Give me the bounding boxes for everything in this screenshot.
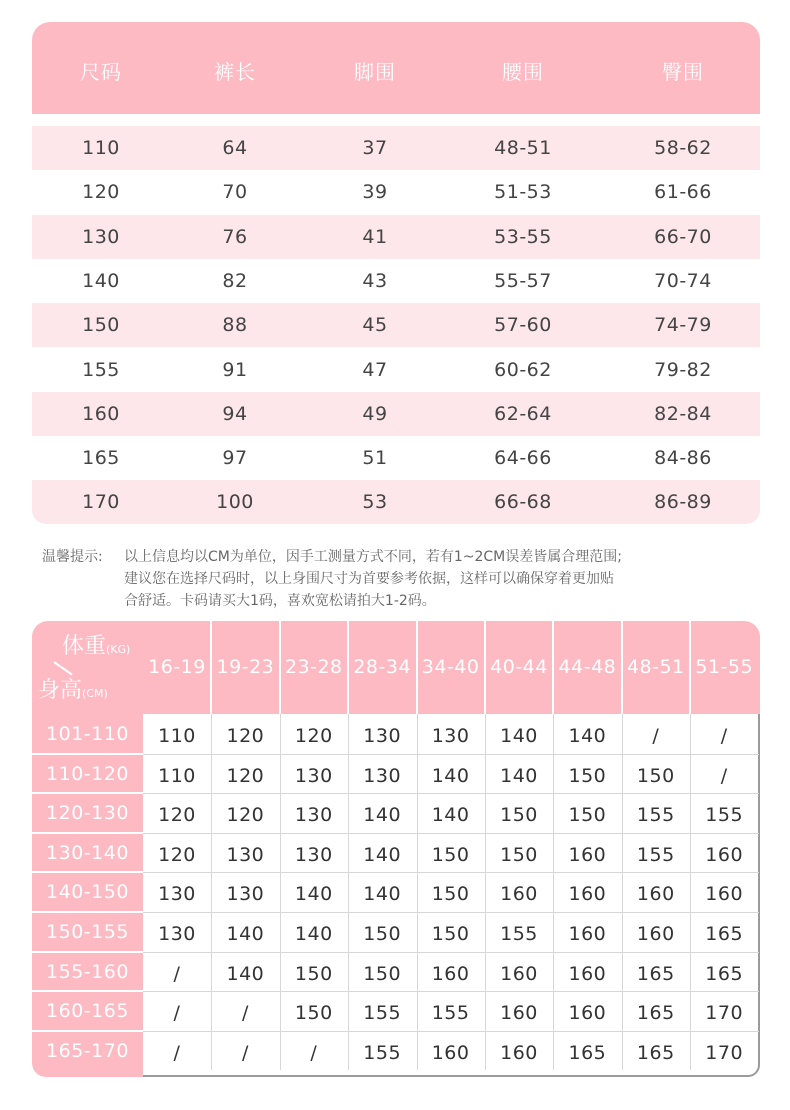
recommended-size-cell: / — [652, 725, 660, 747]
header-size: 尺码 — [80, 60, 122, 84]
size-cell: 120 — [82, 181, 120, 204]
note-line: 合舒适。卡码请买大1码，喜欢宽松请拍大1-2码。 — [124, 593, 436, 609]
header-hip: 臀围 — [662, 60, 704, 84]
recommended-size-cell: 155 — [363, 1041, 402, 1064]
side-divider — [32, 871, 143, 873]
weight-range-header: 23-28 — [284, 656, 343, 678]
recommended-size-cell: 150 — [568, 764, 607, 787]
size-cell: 88 — [222, 314, 248, 337]
size-cell: 82-84 — [654, 402, 712, 425]
side-divider — [32, 753, 143, 755]
size-cell: 51-53 — [494, 181, 552, 204]
recommended-size-cell: 150 — [363, 962, 402, 985]
height-range-header: 130-140 — [46, 841, 129, 864]
recommended-size-cell: 140 — [431, 764, 470, 787]
height-axis-label: 身高(CM) — [38, 678, 108, 703]
size-cell: 70-74 — [654, 269, 712, 292]
recommended-size-cell: 150 — [294, 962, 333, 985]
size-row — [32, 170, 760, 214]
recommended-size-cell: / — [173, 1002, 181, 1025]
size-cell: 62-64 — [494, 402, 552, 425]
size-cell: 165 — [82, 447, 120, 470]
side-divider — [32, 792, 143, 794]
recommended-size-cell: 160 — [568, 883, 607, 906]
size-cell: 76 — [222, 225, 248, 248]
recommended-size-cell: / — [173, 962, 181, 985]
recommended-size-cell: 120 — [226, 764, 265, 787]
recommended-size-cell: 120 — [158, 804, 196, 827]
recommended-size-cell: 130 — [226, 843, 265, 866]
size-cell: 155 — [82, 358, 120, 381]
header-ankle: 脚围 — [354, 60, 396, 84]
weight-axis-label: 体重(KG) — [62, 634, 131, 659]
size-cell: 64 — [222, 137, 248, 159]
recommended-size-cell: 160 — [568, 1002, 607, 1025]
height-range-header: 155-160 — [46, 960, 129, 983]
note-line: 以上信息均以CM为单位，因手工测量方式不同，若有1~2CM误差皆属合理范围; — [124, 549, 622, 565]
recommended-size-cell: 150 — [500, 804, 538, 827]
size-cell: 37 — [362, 137, 388, 159]
recommended-size-cell: 110 — [158, 725, 196, 747]
side-divider — [32, 911, 143, 913]
recommended-size-cell: 150 — [500, 843, 538, 866]
recommended-size-cell: 120 — [158, 843, 196, 866]
recommended-size-cell: 165 — [568, 1041, 607, 1064]
size-cell: 130 — [82, 225, 120, 248]
header-divider — [621, 621, 623, 714]
recommended-size-cell: 160 — [568, 843, 607, 866]
recommended-size-cell: 150 — [636, 764, 675, 787]
recommended-size-cell: / — [720, 725, 728, 747]
note-line: 建议您在选择尺码时，以上身围尺寸为首要参考依据，这样可以确保穿着更加贴 — [124, 571, 614, 587]
size-row — [32, 436, 760, 480]
height-range-header: 165-170 — [46, 1039, 129, 1062]
size-cell: 66-68 — [494, 491, 552, 514]
size-cell: 150 — [82, 314, 120, 337]
height-range-header: 140-150 — [46, 881, 129, 904]
recommended-size-cell: 165 — [636, 1041, 675, 1064]
recommended-size-cell: 150 — [294, 1002, 333, 1025]
size-cell: 53-55 — [494, 225, 552, 248]
size-cell: 94 — [222, 402, 248, 425]
recommended-size-cell: 130 — [294, 843, 333, 866]
size-cell: 48-51 — [494, 137, 552, 159]
height-range-header: 101-110 — [46, 723, 129, 745]
side-divider — [32, 1030, 143, 1032]
size-recommendation-table — [32, 621, 760, 1077]
height-range-header: 150-155 — [46, 921, 129, 943]
recommended-size-cell: 140 — [294, 883, 333, 906]
size-cell: 47 — [362, 358, 388, 381]
height-range-header: 110-120 — [46, 762, 129, 785]
recommended-size-cell: 140 — [363, 804, 402, 827]
header-divider — [689, 621, 691, 714]
recommended-size-cell: 160 — [500, 1041, 538, 1064]
recommended-size-cell: 130 — [363, 764, 402, 787]
size-cell: 100 — [216, 491, 254, 514]
size-cell: 170 — [82, 491, 120, 514]
size-cell: 41 — [362, 225, 388, 248]
recommended-size-cell: 150 — [431, 923, 470, 945]
size-cell: 70 — [222, 181, 248, 204]
recommended-size-cell: 160 — [500, 883, 538, 906]
weight-range-header: 34-40 — [421, 656, 480, 678]
header-divider — [552, 621, 554, 714]
height-range-header: 120-130 — [46, 802, 129, 825]
recommended-size-cell: / — [720, 764, 728, 787]
side-divider — [32, 832, 143, 834]
header-pants-length: 裤长 — [214, 60, 256, 84]
size-cell: 86-89 — [654, 491, 712, 514]
recommended-size-cell: 130 — [363, 725, 402, 747]
recommended-size-cell: 130 — [226, 883, 265, 906]
recommended-size-cell: / — [241, 1002, 249, 1025]
size-cell: 64-66 — [494, 447, 552, 470]
recommended-size-cell: 150 — [431, 843, 470, 866]
recommended-size-cell: 140 — [226, 923, 265, 945]
weight-range-header: 51-55 — [695, 656, 754, 678]
size-cell: 160 — [82, 402, 120, 425]
recommended-size-cell: 140 — [294, 923, 333, 945]
recommended-size-cell: 110 — [158, 764, 196, 787]
weight-range-header: 44-48 — [558, 656, 617, 678]
recommended-size-cell: 155 — [636, 843, 675, 866]
recommended-size-cell: 170 — [705, 1002, 744, 1025]
header-divider — [210, 621, 212, 714]
recommended-size-cell: 165 — [705, 962, 744, 985]
height-range-header: 160-165 — [46, 1000, 129, 1023]
weight-range-header: 40-44 — [490, 656, 548, 678]
recommended-size-cell: 140 — [363, 843, 402, 866]
size-cell: 84-86 — [654, 447, 712, 470]
note-label: 温馨提示: — [42, 549, 103, 565]
recommended-size-cell: 165 — [705, 923, 744, 945]
recommended-size-cell: 160 — [431, 1041, 470, 1064]
header-divider — [347, 621, 349, 714]
size-cell: 43 — [362, 269, 388, 292]
weight-range-header: 16-19 — [148, 656, 206, 678]
recommended-size-cell: / — [310, 1041, 318, 1064]
recommended-size-cell: 165 — [636, 1002, 675, 1025]
size-row — [32, 480, 760, 524]
size-chart-header — [32, 22, 760, 114]
recommended-size-cell: 160 — [636, 923, 675, 945]
size-cell: 61-66 — [654, 181, 712, 204]
recommended-size-cell: 150 — [568, 804, 607, 827]
size-cell: 97 — [222, 447, 248, 470]
size-row — [32, 215, 760, 259]
recommended-size-cell: 130 — [294, 804, 333, 827]
recommended-size-cell: 120 — [226, 725, 265, 747]
recommended-size-cell: 165 — [636, 962, 675, 985]
weight-range-header: 48-51 — [626, 656, 685, 678]
size-cell: 82 — [222, 269, 248, 292]
size-cell: 57-60 — [494, 314, 552, 337]
size-cell: 45 — [362, 314, 388, 337]
recommended-size-cell: 130 — [158, 883, 196, 906]
recommended-size-cell: 155 — [705, 804, 744, 827]
size-row — [32, 392, 760, 436]
recommended-size-cell: 160 — [636, 883, 675, 906]
recommended-size-cell: 160 — [568, 923, 607, 945]
size-cell: 66-70 — [654, 225, 712, 248]
recommended-size-cell: 130 — [294, 764, 333, 787]
side-divider — [32, 951, 143, 953]
recommended-size-cell: / — [241, 1041, 249, 1064]
recommended-size-cell: 160 — [705, 883, 744, 906]
weight-range-header: 28-34 — [353, 656, 412, 678]
recommended-size-cell: 140 — [500, 725, 538, 747]
size-cell: 53 — [362, 491, 388, 514]
recommended-size-cell: 160 — [568, 962, 607, 985]
size-row — [32, 348, 760, 392]
recommended-size-cell: 140 — [226, 962, 265, 985]
size-cell: 74-79 — [654, 314, 712, 337]
size-row — [32, 126, 760, 170]
recommended-size-cell: 140 — [363, 883, 402, 906]
side-divider — [32, 990, 143, 992]
recommended-size-cell: 150 — [363, 923, 402, 945]
recommended-size-cell: 155 — [363, 1002, 402, 1025]
recommended-size-cell: 170 — [705, 1041, 744, 1064]
size-cell: 55-57 — [494, 269, 552, 292]
recommended-size-cell: 155 — [500, 923, 538, 945]
recommended-size-cell: 160 — [431, 962, 470, 985]
recommended-size-cell: 140 — [500, 764, 538, 787]
header-divider — [279, 621, 281, 714]
recommended-size-cell: 160 — [705, 843, 744, 866]
weight-range-header: 19-23 — [216, 656, 275, 678]
size-cell: 39 — [362, 181, 388, 204]
header-waist: 腰围 — [502, 60, 544, 84]
recommended-size-cell: 120 — [226, 804, 265, 827]
recommended-size-cell: 150 — [431, 883, 470, 906]
size-cell: 51 — [362, 447, 388, 470]
size-row — [32, 259, 760, 303]
recommended-size-cell: 120 — [294, 725, 333, 747]
size-cell: 60-62 — [494, 358, 552, 381]
recommended-size-cell: 140 — [568, 725, 607, 747]
size-cell: 49 — [362, 402, 388, 425]
size-cell: 140 — [82, 269, 120, 292]
recommended-size-cell: 160 — [500, 1002, 538, 1025]
size-cell: 58-62 — [654, 137, 712, 159]
recommended-size-cell: 160 — [500, 962, 538, 985]
recommended-size-cell: 155 — [431, 1002, 470, 1025]
recommended-size-cell: 155 — [636, 804, 675, 827]
size-chart-table — [32, 22, 760, 524]
size-row — [32, 303, 760, 347]
recommended-size-cell: 130 — [158, 923, 196, 945]
header-divider — [484, 621, 486, 714]
recommended-size-cell: 130 — [431, 725, 470, 747]
size-cell: 110 — [82, 137, 120, 159]
size-cell: 79-82 — [654, 358, 712, 381]
recommended-size-cell: / — [173, 1041, 181, 1064]
recommended-size-cell: 140 — [431, 804, 470, 827]
size-cell: 91 — [222, 358, 248, 381]
header-divider — [416, 621, 418, 714]
